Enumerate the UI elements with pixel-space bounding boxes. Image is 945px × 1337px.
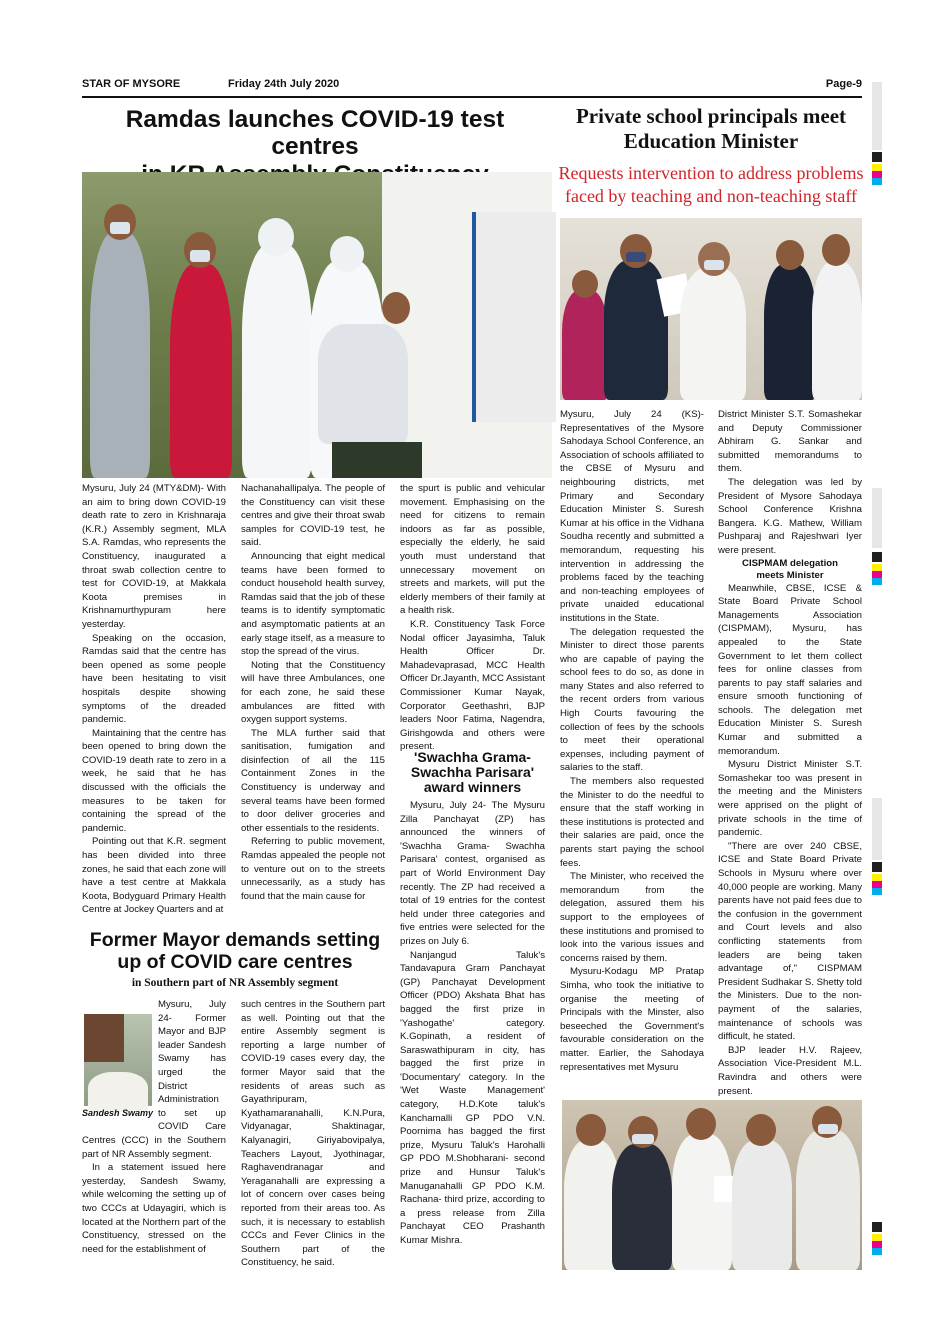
booth-panel [472,212,556,422]
story2-para1: Mysuru, July 24- The Mysuru Zilla Panchayat (ZP) has announced the winners of 'Swachha Grama- Swachha Parisara' contest, organised as part of World Environment Day recently. The ZP had received a total of 19 entries for the contest held under three categories and five entries were selected for the prizes on July 6. [400,800,545,947]
story2-para2: Nanjangud Taluk's Tandavapura Gram Panchayat (GP) Panchayat Development Officer (PDO) Akshata Bhat has bagged the first prize in 'Yashogathe' category. K.Gopinath, a resident of Saraswathipuram in city, has bagged the first prize in 'Documentary' category. In the 'Wet Waste Management' category, H.D.Kote taluk's Kanchamalli GP PDO V.N. Poornima has bagged the first prize, Mysuru Taluk's Harohalli GP PDO M.Shobharani- second prize and Hunsur Taluk's Manuganahalli GP PDO K.M. Rachana- third prize, according to a press release from Zilla Panchayat CEO Prashanth Kumar Mishra. [400,949,545,1246]
story4-headline-line1: Private school principals meet [575,104,847,128]
minister-meeting-photo [560,218,862,400]
story4-col1-para2: The delegation requested the Minister to direct those parents who are capable of paying the school fees to do so, as done in many States and also referred to the recent orders from various High Courts favouring the collection of fees by the schools to meet their operational expenses, including payment of salaries to the staff. [560,626,704,774]
story3-headline-line1: Former Mayor demands setting [89,929,381,951]
cispmam-subhead-line1: CISPMAM delegation [742,557,838,569]
color-swatch-magenta [872,881,882,888]
story4-col2-para1: District Minister S.T. Somashekar and Deputy Commissioner Abhiram G. Sankar and submitted memorandums to them. [718,409,862,475]
registration-bar [872,488,882,548]
story1-col1-para2: Speaking on the occasion, Ramdas said that the centre has been opened as some people have been hesitating to visit hospitals despite showing symptoms of the dreaded pandemic. [82,632,226,726]
story4-col1-para3: The members also requested the Minister to do the needful to ensure that the staff working in these institutions is protected and their salaries are paid, once the parents start paying the school fees. [560,776,704,869]
story4-headline [558,104,864,154]
color-swatch-black [872,152,882,162]
cispmam-delegation-photo [562,1100,862,1270]
story1-col3-para1: the spurt is public and vehicular movement. Emphasising on the need for citizens to remain indoors as far as possible, especially the elderly, he said youth must understand that unnecessary movement on streets and markets, will put the elderly members of their family at a health risk. [400,483,545,617]
story3-column1 [82,998,226,1270]
story1-col2-para5: Referring to public movement, Ramdas appealed the people not to venture out on to the streets unnecessarily, as a study has found that the main cause for [241,836,385,902]
story4-col2-para4: Mysuru District Minister S.T. Somashekar too was present in the meeting and the Ministers were apprised on the plight of private schools in the time of pandemic. [718,759,862,839]
color-swatch-yellow [872,874,882,881]
story1-column1 [82,482,226,922]
story1-col2-para4: The MLA further said that sanitisation, fumigation and disinfection of all the 115 Containment Zones in the Constituency is underway and several teams have been formed to door deliver groceries and other essentials to the residents. [241,727,385,834]
story3-subhead: in Southern part of NR Assembly segment [131,977,339,989]
story4-col2-para6: BJP leader H.V. Rajeev, Association Vice-President M.L. Ravindra and others were present. [718,1044,862,1097]
story3-headline-line2: up of COVID care centres [117,950,353,973]
covid-test-centre-photo [82,172,552,478]
story1-col3-para2: K.R. Constituency Task Force Nodal officer Jayasimha, Taluk Health Officer Dr. Mahadevaprasad, MCC Health Officer Dr.Jayanth, MCC Assistant Commissioner Kumar Nayak, Corporator Geethashri, BJP leaders Noor Fatima, Nagendra, Girishgowda and others were present. [400,618,545,753]
photo-caption: Sandesh Swamy [82,1108,154,1118]
paper-name: STAR OF MYSORE [82,78,181,90]
story4-deck [558,162,864,208]
story4-col1-para1: Mysuru, July 24 (KS)- Representatives of the Mysore Sahodaya School Conference, an Association of schools affiliated to the CBSE of Mysuru and neighbouring districts, met Primary and Secondary Education Minister S. Suresh Kumar at his office in the Vidhana Soudha recently and submitted a memorandum, requesting his intervention in addressing the problems faced by the teaching and non-teaching employees of private unaided educational institutions in the State. [560,409,704,624]
story4-col2-para3: Meanwhile, CBSE, ICSE & State Board Private School Managements Association (CISPMAM), Mysuru, has appealed to the State Government to let them collect fees for online classes from parents to pay staff salaries and ensure smooth functioning of schools. The delegation met Education Minister S. Suresh Kumar and submitted a memorandum. [718,582,862,757]
color-swatch-black [872,552,882,562]
story1-headline-line1: Ramdas launches COVID-19 test centres [125,106,505,161]
story4-col1-para4: The Minister, who received the memorandum from the delegation, assured them his support to the employees of these institutions and promised to look into the various issues and concerns raised by them. [560,871,704,964]
story1-col2-para3: Noting that the Constituency will have three Ambulances, one for each zone, he said these ambulances are fitted with oxygen support systems. [241,659,385,726]
cispmam-subhead-line2: meets Minister [756,569,824,581]
story4-col2-para2: The delegation was led by President of Mysore Sahodaya School Conference Krishna Bangera. K.G. Mathew, William Pushparaj and Rajeshwari Iyer were present. [718,476,862,556]
color-swatch-magenta [872,171,882,178]
story3-col2-para1: such centres in the Southern part as well. Pointing out that the entire Assembly segment is reporting a large number of COVID-19 cases every day, the former Mayor said that the residents of areas such as Gayathripuram, Kyathamaranahalli, K.N.Pura, Vidyanagar, Shaktinagar, Kalyanagiri, Giriyabovipalya, Teachers Layout, Jyothinagar, Raghavendranagar and Yeraganahalli are expressing a lot of concern over cases being reported from their areas too. As such, it is necessary to establish CCCs and Fever Clinics in the Southern part of the Constituency, he said. [241,999,385,1269]
story4-column1 [560,408,704,1094]
color-swatch-magenta [872,571,882,578]
story4-col1-para5: Mysuru-Kodagu MP Pratap Simha, who took the initiative to organise the meeting of Principals with the Minster, also beseeched the Government's favourable consideration on the matter. Earlier, the Sahodaya representatives met Mysuru [560,966,704,1073]
story2-headline-line1: 'Swachha Grama- [414,749,531,765]
story2-headline-line2: Swachha Parisara' [410,764,535,780]
color-swatch-cyan [872,578,882,585]
masthead [82,78,862,94]
portrait-float-space [82,998,158,1124]
color-swatch-cyan [872,888,882,895]
issue-date: Friday 24th July 2020 [228,78,340,90]
story4-column2 [718,408,862,1097]
story4-headline-line2: Education Minister [623,129,799,154]
color-swatch-yellow [872,564,882,571]
color-swatch-black [872,862,882,872]
story3-column2 [241,998,385,1270]
story1-col2-para1: Nachanahallipalya. The people of the Constituency can visit these centres and give their throat swab samples for COVID-19 test, he said. [241,483,385,549]
page-number: Page-9 [825,78,862,90]
story3-col1-para1: In a statement issued here yesterday, Sandesh Swamy, while welcoming the setting up of two CCCs at Udayagiri, which is located at the Northern part of the Constituency, stressed on the need for the establishment of [82,1162,226,1255]
story2-headline-line3: award winners [423,779,522,795]
color-swatch-yellow [872,1234,882,1241]
color-swatch-black [872,1222,882,1232]
registration-bar [872,82,882,150]
masthead-rule [82,96,862,98]
story1-column3 [400,482,545,753]
booth-logo-art [487,347,547,381]
story4-deck-line2: faced by teaching and non-teaching staff [564,186,858,207]
story4-col2-para5: "There are over 240 CBSE, ICSE and State Board Private Schools in Mysuru where over 40,000 people are working. Many parents have not paid fees due to the confusion in the government and Court levels and also conflicting statements from leaders are being taken advantage of," CISPMAM President Sudhakar S. Shetty told the Ministers. Due to the non-payment of the salaries, maintenance of schools was difficult, he stated. [718,840,862,1043]
story1-column2 [241,482,385,922]
color-swatch-cyan [872,1248,882,1255]
story1-col2-para2: Announcing that eight medical teams have been formed to conduct household health survey, Ramdas said that the job of these teams is to identify symptomatic and asymptomatic patients at an early stage itself, as a measure to stop the spread of the virus. [241,550,385,658]
story4-deck-line1: Requests intervention to address problems [558,163,864,183]
story2-headline [400,750,545,795]
story1-col1-para3: Maintaining that the centre has been opened to bring down the COVID-19 death rate to zero in a week, he said that he has discussed with the officials the measures to be taken for containing the spread of the pandemic. [82,727,226,834]
story1-col1-para4: Pointing out that K.R. segment has been divided into three zones, he said that each zone will have a test centre at Makkala Koota, Bodyguard Primary Health Centre at Jockey Quarters and at [82,836,226,916]
story3-headline [82,930,388,974]
color-swatch-cyan [872,178,882,185]
cispmam-subhead [718,558,862,582]
story2-column [400,746,545,1266]
registration-bar [872,798,882,860]
color-swatch-yellow [872,164,882,171]
story1-col1-para1: Mysuru, July 24 (MTY&DM)- With an aim to bring down COVID-19 death rate to zero in Krishnaraja (K.R.) Assembly segment, MLA S.A. Ramdas, who represents the Constituency, inaugurated a throat swab collection centre to test for COVID-19, at Makkala Koota premises in Krishnamurthypuram here yesterday. [82,483,226,630]
story3-intro: Mysuru, July 24- Former Mayor and BJP leader Sandesh Swamy has urged the District Administration to set up COVID Care Centres (CCC) in the Southern part of NR Assembly segment. [82,999,226,1160]
color-swatch-magenta [872,1241,882,1248]
